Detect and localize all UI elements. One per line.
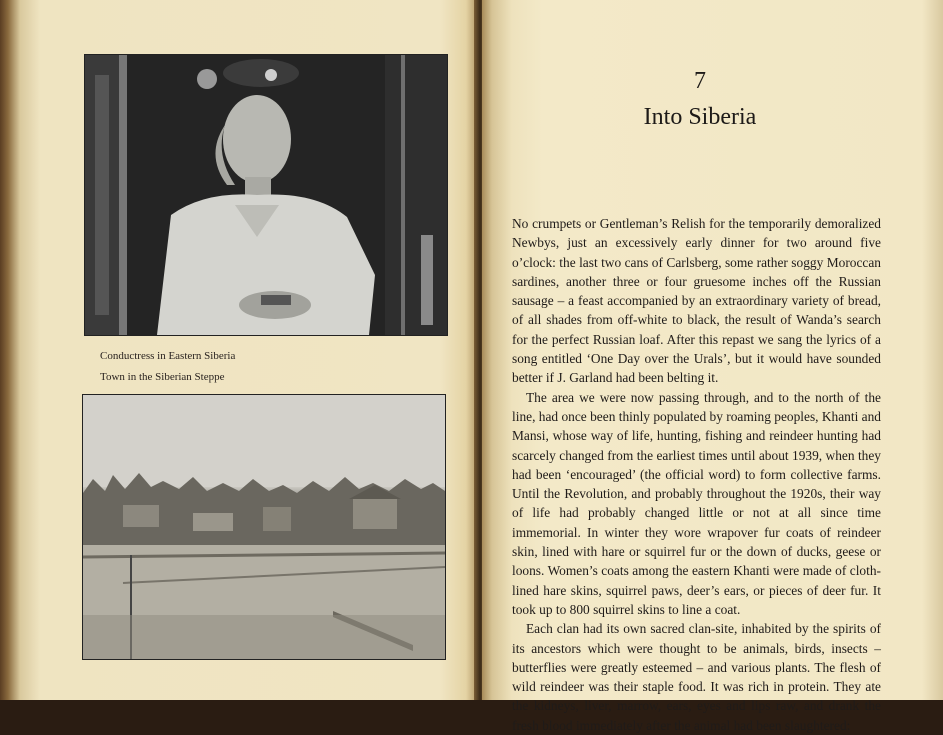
paragraph: No crumpets or Gentleman’s Relish for the temporarily demoralized Newbys, just an excessively early dinner for two around five o’clock: the last two cans of Carlsberg, some rather soggy Moroccan sardines, another three or four gruesome inches off the Russian sausage – a feast accompanied by an extraordinary variety of bread, of all shades from off-white to black, the result of Wanda’s search for the perfect Russian loaf. After this repast we sang the lyrics of a song entitled ‘One Day over the Urals’, but it would have sounded better if J. Garland had been belting it.: [512, 216, 881, 386]
chapter-body: [512, 214, 881, 735]
steppe-town-photo: [82, 394, 446, 660]
left-page: [0, 0, 478, 700]
paragraph: The area we were now passing through, and to the north of the line, had once been thinly populated by roaming peoples, Khanti and Mansi, whose way of life, hunting, fishing and reindeer hunting had scarcely changed from the earliest times until about 1939, when they had been ‘encouraged’ (the official word) to form collective farms. Until the Revolution, and probably throughout the 1920s, their way of life had probably changed little or not at all since time immemorial. In winter they wore wrapover fur coats of reindeer skin, lined with hare or squirrel fur or the down of ducks, geese or loons. Women’s coats among the eastern Khanti were made of cloth-lined hare skins, squirrel paws, deer’s ears, or pieces of deer fur. It took up to 800 squirrel skins to line a coat.: [512, 389, 881, 617]
photo-captions: [100, 346, 235, 388]
conductress-photo: [84, 54, 448, 336]
caption-bottom-photo: Town in the Siberian Steppe: [100, 371, 225, 383]
chapter-title: Into Siberia: [643, 104, 757, 130]
caption-top-photo: Conductress in Eastern Siberia: [100, 350, 236, 362]
paragraph: Each clan had its own sacred clan-site, inhabited by the spirits of its ancestors which were thought to be animals, birds, insects – butterflies were greatly esteemed – and various plants. The flesh of wild reindeer was their staple food. It was rich in protein. They ate the kidneys, liver, marrow, ears, eyes and lips raw, and drank the fresh blood immediately after the animal had been slaughtered:: [512, 621, 881, 733]
chapter-number: 7: [694, 68, 706, 94]
